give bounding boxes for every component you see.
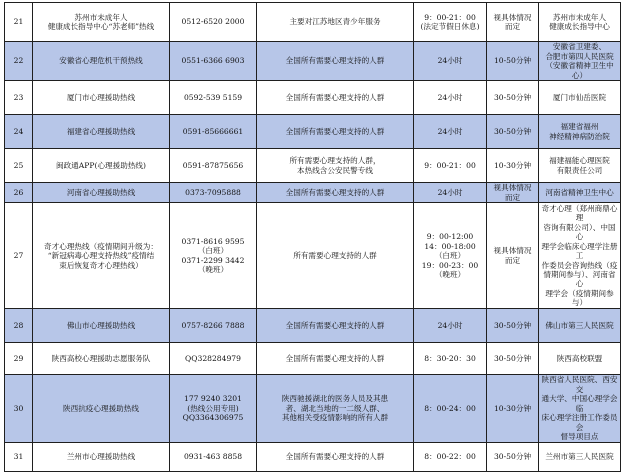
service-hours-line: 8：00-22：00 [424, 452, 476, 462]
session-length-line: 30-50分钟 [493, 127, 532, 137]
session-length-line: 视具体情况 [493, 246, 532, 256]
row-number-cell [5, 343, 33, 375]
row-number-cell [5, 183, 33, 203]
session-length-line: 30-50分钟 [493, 92, 532, 102]
session-length-line: 而定 [504, 22, 521, 32]
service-hours-cell [414, 3, 487, 42]
organizer-cell [539, 343, 621, 375]
hotline-phone-line: 177 9240 3201 [184, 394, 242, 404]
organizer-line: 督导项目点 [560, 432, 599, 442]
row-number-cell [5, 375, 33, 443]
service-hours-line: 14：00-18:00 [424, 241, 476, 251]
service-scope-cell [257, 81, 414, 115]
service-hours-cell [414, 81, 487, 115]
session-length-line: 10-50分钟 [493, 56, 532, 66]
service-scope-line: 全国所有需要心理支持的人群 [285, 353, 385, 363]
session-length-cell [487, 183, 539, 203]
organizer-cell [539, 3, 621, 42]
row-number-cell [5, 81, 33, 115]
table-row [5, 309, 621, 343]
service-hours-line: 9：00-12:00 [426, 232, 474, 242]
row-number-cell [5, 203, 33, 309]
service-hours-line: 24小时 [437, 320, 463, 330]
table-row [5, 183, 621, 203]
table-row [5, 442, 621, 471]
row-number-cell [5, 42, 33, 81]
table-row [5, 203, 621, 309]
organizer-line: 神经精神病防治院 [549, 131, 610, 141]
organizer-line: 作委员会咨询热线（疫 [541, 260, 618, 270]
hotline-name-line: 苏州市未成年人 [74, 12, 128, 22]
organizer-cell [539, 183, 621, 203]
hotline-name-line: 福建省心理援助热线 [66, 127, 136, 137]
table-row [5, 42, 621, 81]
session-length-cell [487, 81, 539, 115]
hotline-name-line: 厦门市心理援助热线 [66, 92, 136, 102]
organizer-line: 厦门市仙岳医院 [552, 92, 607, 102]
row-number: 23 [13, 92, 24, 102]
hotline-phone-line: （晚班） [197, 265, 229, 275]
session-length-line: 视具体情况 [493, 183, 532, 193]
service-hours-line: 24小时 [437, 92, 463, 102]
service-hours-line: 9：00-21：00 [424, 12, 476, 22]
session-length-cell [487, 375, 539, 443]
hotline-phone-line: 0591-87875656 [182, 161, 244, 171]
hotline-phone-line: 0757-8266 7888 [181, 320, 245, 330]
service-hours-line: 24小时 [437, 56, 463, 66]
hotline-name-line: 闽政通APP(心理援助热线) [56, 161, 146, 171]
service-hours-line: 8：30-20：30 [424, 353, 476, 363]
hotline-phone-line: QQ3364306975 [182, 413, 244, 423]
service-scope-cell [257, 42, 414, 81]
hotline-name-line: 陕西抗疫心理援助热线 [63, 403, 139, 413]
session-length-line: 视具体情况 [493, 12, 532, 22]
session-length-cell [487, 442, 539, 471]
hotline-name-cell [33, 3, 170, 42]
service-scope-line: 全国所有需要心理支持的人群 [285, 452, 385, 462]
row-number: 28 [13, 320, 24, 330]
organizer-line: 福建福能心理医院 [549, 156, 610, 166]
service-scope-cell [257, 183, 414, 203]
table-row [5, 81, 621, 115]
table-row [5, 149, 621, 183]
hotline-name-cell [33, 149, 170, 183]
service-hours-cell [414, 375, 487, 443]
hotline-name-cell [33, 375, 170, 443]
service-scope-line: 全国所有需要心理支持的人群 [285, 188, 385, 198]
row-number: 30 [13, 403, 24, 413]
row-number: 26 [13, 188, 24, 198]
hotline-name-line: 佛山市心理援助热线 [66, 320, 136, 330]
session-length-line: 而定 [504, 192, 521, 202]
table-row [5, 375, 621, 443]
hotline-phone-line: 0373-7095888 [185, 188, 241, 198]
service-hours-line: 24小时 [437, 188, 463, 198]
service-scope-cell [257, 442, 414, 471]
service-hours-cell [414, 442, 487, 471]
hotline-name-cell [33, 81, 170, 115]
organizer-cell [539, 115, 621, 149]
organizer-cell [539, 375, 621, 443]
service-hours-line: （白班） [434, 251, 466, 261]
table-row [5, 115, 621, 149]
organizer-line: 健康成长指导中心 [549, 22, 610, 32]
row-number-cell [5, 442, 33, 471]
hotline-phone-cell [170, 343, 257, 375]
hotline-name-cell [33, 442, 170, 471]
session-length-line: 30-50分钟 [493, 353, 532, 363]
hotline-phone-cell [170, 115, 257, 149]
row-number: 24 [13, 127, 24, 137]
row-number: 29 [13, 353, 24, 363]
organizer-line: 有限责任公司 [556, 165, 603, 175]
hotline-name-cell [33, 183, 170, 203]
row-number: 22 [13, 56, 24, 66]
session-length-cell [487, 149, 539, 183]
service-hours-cell [414, 203, 487, 309]
service-hours-line: （晚班） [434, 269, 466, 279]
hotline-name-cell [33, 343, 170, 375]
organizer-line: 理学会临床心理学注册工 [541, 241, 618, 261]
hotline-phone-cell [170, 442, 257, 471]
session-length-cell [487, 343, 539, 375]
organizer-line: 安徽省卫建委、 [552, 42, 607, 52]
hotline-name-cell [33, 309, 170, 343]
service-hours-cell [414, 183, 487, 203]
service-scope-cell [257, 343, 414, 375]
organizer-line: 兰州市第三人民医院 [545, 452, 614, 462]
service-hours-cell [414, 42, 487, 81]
service-scope-line: 全国所有需要心理支持的人群 [285, 127, 385, 137]
hotline-phone-line: （白班） [197, 246, 229, 256]
service-scope-line: 所有需要心理支持的人群 [293, 251, 377, 261]
service-scope-cell [257, 309, 414, 343]
service-hours-cell [414, 115, 487, 149]
hotline-phone-cell [170, 81, 257, 115]
organizer-line: 苏州市未成年人 [552, 12, 607, 22]
organizer-line: 合肥市第四人民医院 [545, 51, 614, 61]
organizer-line: 理学会（疫情期间参与） [545, 288, 614, 308]
service-scope-line: 全国所有需要心理支持的人群 [285, 92, 385, 102]
hotline-name-line: “新冠病毒心理支持热线”疫情结 [47, 251, 155, 261]
organizer-line: 情期间参与）、河南省心 [543, 269, 616, 289]
organizer-cell [539, 203, 621, 309]
table-row [5, 3, 621, 42]
service-hours-cell [414, 343, 487, 375]
hotline-phone-cell [170, 375, 257, 443]
organizer-cell [539, 149, 621, 183]
service-scope-line: 所有需要心理支持的人群， [289, 156, 381, 166]
hotline-name-line: 陕西高校心理援助志愿服务队 [51, 353, 151, 363]
session-length-line: 10-30分钟 [493, 161, 532, 171]
service-scope-line: 本热线含公安民警专线 [297, 165, 373, 175]
hotline-name-cell [33, 42, 170, 81]
hotline-name-line: 兰州市心理援助热线 [66, 452, 136, 462]
session-length-line: 10-30分钟 [493, 403, 532, 413]
organizer-line: 佛山市第三人民医院 [545, 320, 614, 330]
session-length-cell [487, 203, 539, 309]
session-length-cell [487, 42, 539, 81]
organizer-cell [539, 442, 621, 471]
session-length-cell [487, 3, 539, 42]
service-hours-line: 19：00-23：00 [421, 260, 479, 270]
organizer-line: （安徽省精神卫生中心） [545, 61, 614, 80]
hotline-name-line: 安徽省心理危机干预热线 [59, 56, 143, 66]
row-number-cell [5, 149, 33, 183]
organizer-line: 福建省福州 [560, 122, 599, 132]
row-number: 21 [13, 17, 24, 27]
organizer-line: 奇才心理（郑州商鼎心理 [541, 203, 618, 223]
row-number-cell [5, 3, 33, 42]
session-length-cell [487, 309, 539, 343]
organizer-cell [539, 309, 621, 343]
service-scope-cell [257, 375, 414, 443]
hotline-phone-line: 0931-463 8858 [183, 452, 243, 462]
hotline-phone-line: 0592-539 5159 [183, 92, 243, 102]
hotline-name-cell [33, 115, 170, 149]
hotline-phone-line: 0551-6366 6903 [181, 56, 245, 66]
service-hours-cell [414, 149, 487, 183]
hotline-phone-line: 0591-85666661 [182, 127, 244, 137]
hotline-name-line: 束后恢复奇才心理热线） [59, 260, 143, 270]
hotline-phone-line: (热线公用专用) [187, 403, 239, 413]
row-number: 31 [13, 452, 24, 462]
service-hours-line: 8：00-24：00 [424, 403, 476, 413]
hotline-phone-line: 0512-6520 2000 [181, 17, 245, 27]
organizer-cell [539, 81, 621, 115]
hotline-phone-line: 0371-8616 9595 [181, 236, 245, 246]
service-scope-cell [257, 203, 414, 309]
hotline-phone-cell [170, 149, 257, 183]
service-scope-line: 主要对江苏地区青少年服务 [289, 17, 381, 27]
table-row [5, 343, 621, 375]
service-scope-cell [257, 115, 414, 149]
service-scope-cell [257, 149, 414, 183]
hotline-phone-cell [170, 183, 257, 203]
organizer-line: 陕西省人民医院、西安交 [541, 375, 618, 394]
hotline-name-line: 奇才心理热线（疫情期间升级为： [44, 241, 158, 251]
session-length-line: 30-50分钟 [493, 320, 532, 330]
organizer-line: 床心理学注册工作委员会 [541, 413, 618, 432]
hotline-phone-cell [170, 309, 257, 343]
row-number-cell [5, 309, 33, 343]
hotline-phone-cell [170, 203, 257, 309]
session-length-line: 30-50分钟 [493, 452, 532, 462]
service-hours-line: 9：00-21：00 [424, 161, 476, 171]
organizer-line: 通大学、中国心理学会临 [541, 394, 618, 413]
service-scope-line: 全国所有需要心理支持的人群 [285, 56, 385, 66]
hotline-name-line: 河南省心理援助热线 [66, 188, 136, 198]
service-scope-line: 其他相关受疫情影响的所有人群 [281, 413, 389, 423]
hotline-name-cell [33, 203, 170, 309]
hotline-table [4, 2, 621, 472]
service-scope-cell [257, 3, 414, 42]
row-number: 25 [13, 161, 24, 171]
hotline-phone-cell [170, 3, 257, 42]
hotline-name-line: 健康成长指导中心“苏老师”热线 [47, 22, 155, 32]
hotline-phone-line: QQ328284979 [185, 353, 241, 363]
service-hours-cell [414, 309, 487, 343]
row-number-cell [5, 115, 33, 149]
service-hours-line: 24小时 [437, 127, 463, 137]
hotline-phone-cell [170, 42, 257, 81]
service-hours-line: (法定节假日休息) [420, 22, 480, 32]
service-scope-line: 全国所有需要心理支持的人群 [285, 320, 385, 330]
hotline-phone-line: 0371-2299 3442 [181, 255, 245, 265]
session-length-cell [487, 115, 539, 149]
organizer-line: 咨询有限公司）、中国心 [543, 222, 616, 242]
session-length-line: 而定 [504, 255, 521, 265]
service-scope-line: 陕西驰援湖北的医务人员及其患 [281, 394, 389, 404]
organizer-line: 陕西高校联盟 [556, 353, 603, 363]
table-body [5, 3, 621, 472]
organizer-cell [539, 42, 621, 81]
service-scope-line: 者、湖北当地的一二级人群、 [285, 403, 385, 413]
row-number: 27 [13, 251, 24, 261]
organizer-line: 河南省精神卫生中心 [545, 188, 614, 198]
